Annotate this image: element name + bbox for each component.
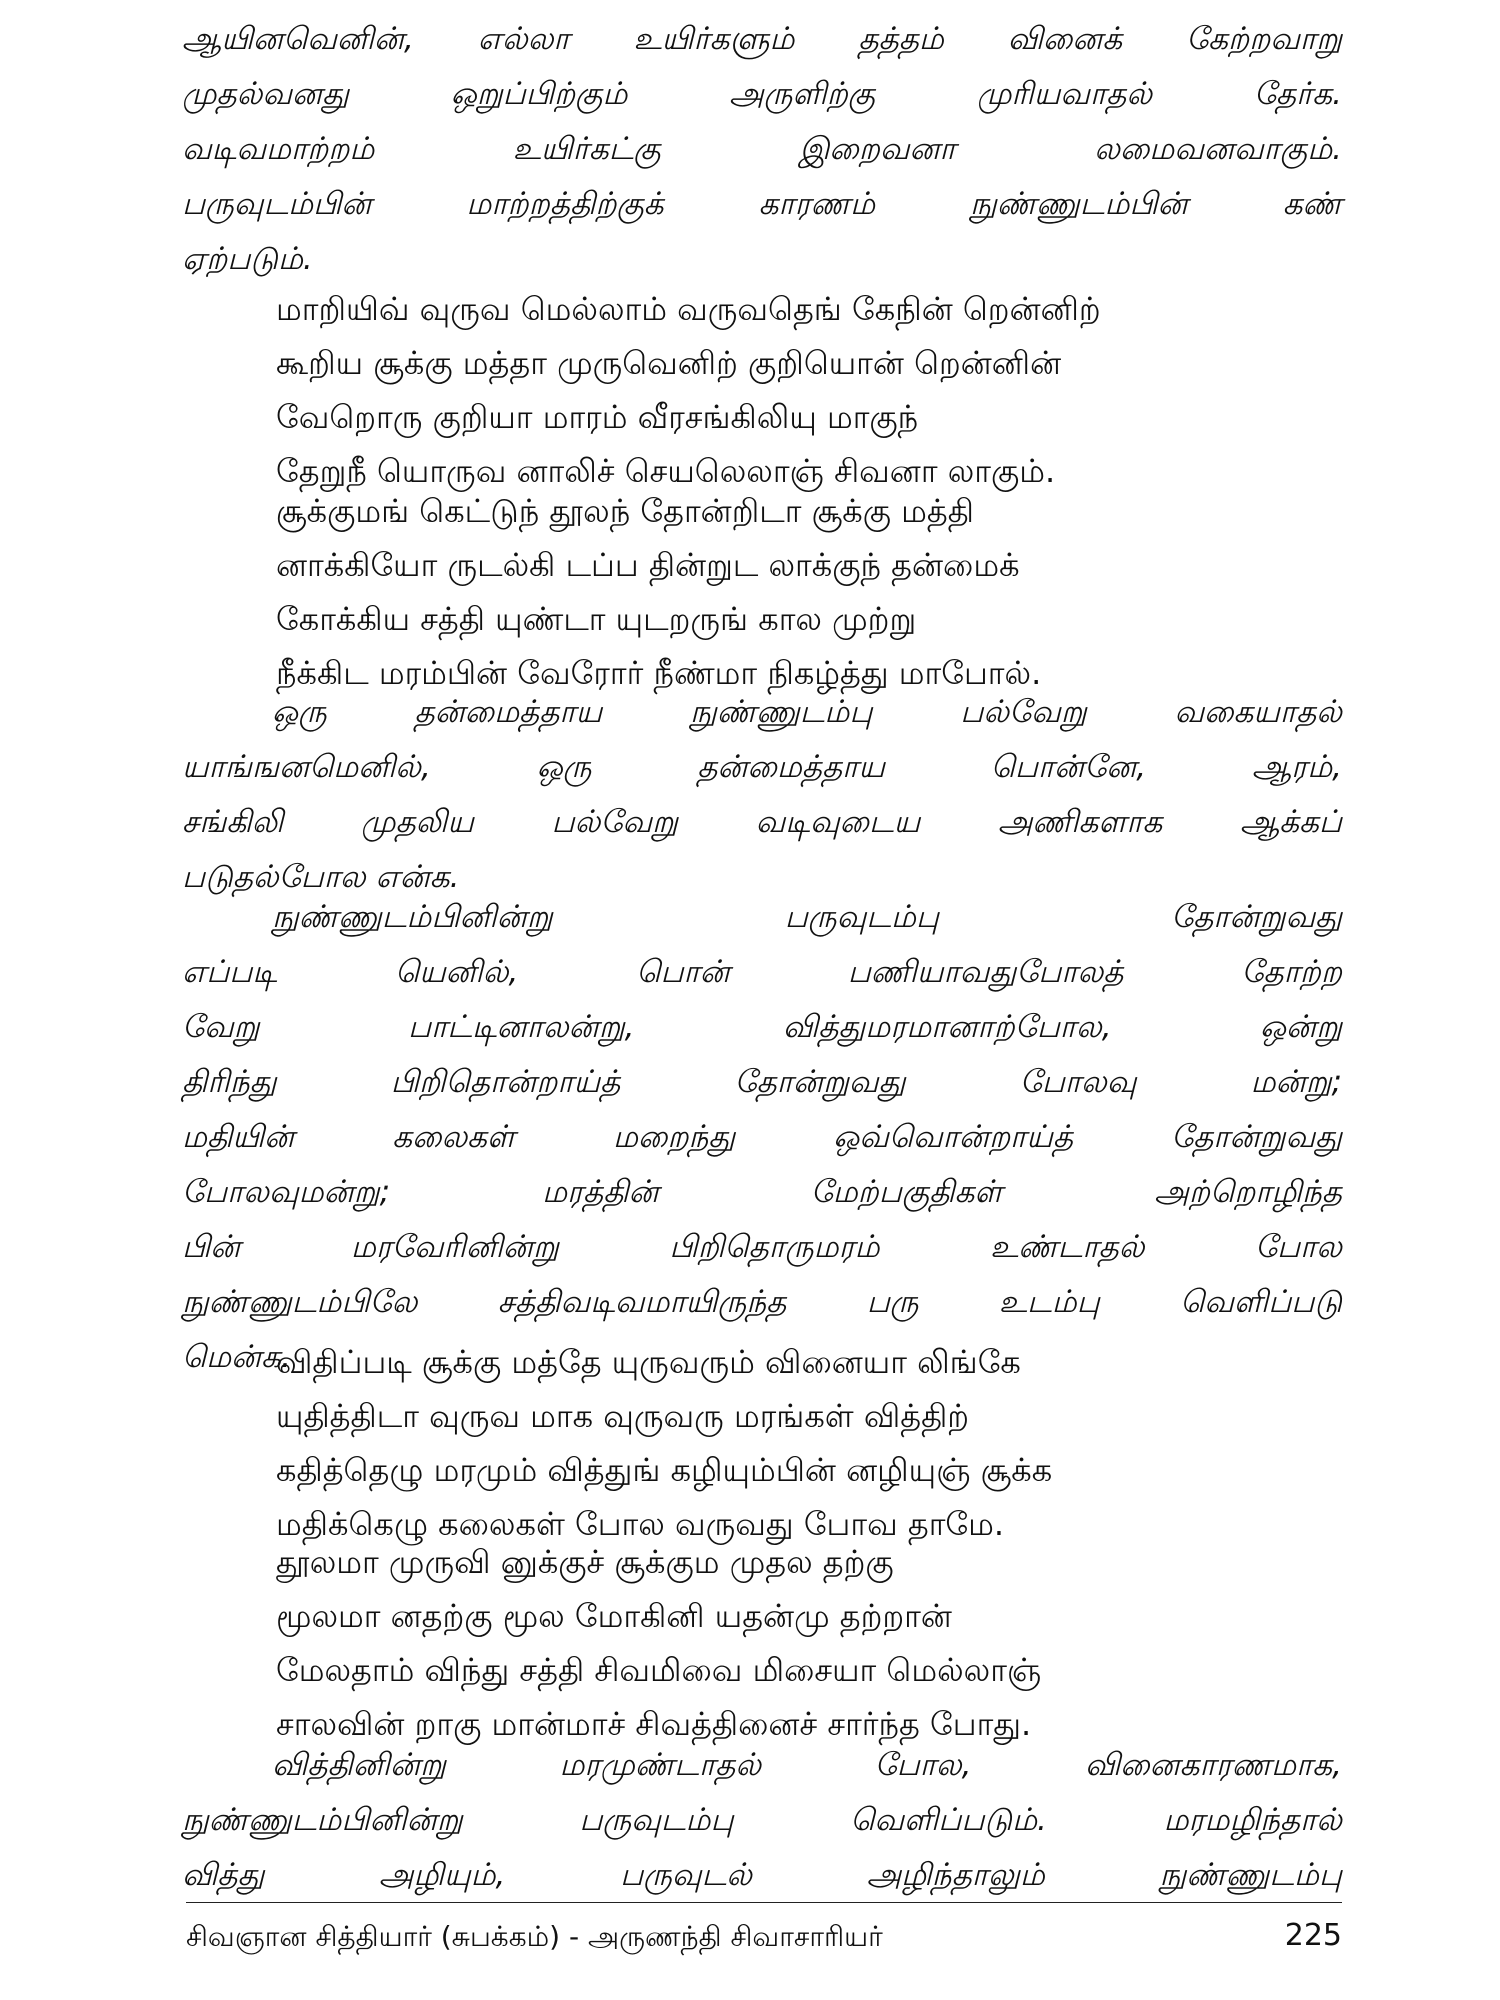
verse-line: வேறொரு குறியா மாரம் வீரசங்கிலியு மாகுந்	[276, 398, 919, 436]
text-line: நுண்ணுடம்பிலே சத்திவடிவமாயிருந்த பரு உடம்பு வெளிப்படு	[182, 1284, 1342, 1320]
text-line: மென்க.	[182, 1339, 291, 1375]
running-footer-title: சிவஞான சித்தியார் (சுபக்கம்) - அருணந்தி சிவாசாரியர்	[186, 1920, 883, 1953]
text-line: மதியின் கலைகள் மறைந்து ஒவ்வொன்றாய்த் தோன்றுவது	[182, 1119, 1342, 1155]
verse-line: தேறுநீ யொருவ னாலிச் செயலெலாஞ் சிவனா லாகும்.	[276, 452, 1056, 490]
verse-line: கதித்தெழு மரமும் வித்துங் கழியும்பின் னழியுஞ் சூக்க	[276, 1451, 1053, 1489]
paragraph-2	[182, 685, 1342, 905]
text-line: முதல்வனது ஒறுப்பிற்கும் அருளிற்கு முரியவாதல் தேர்க.	[182, 76, 1342, 112]
text-line: படுதல்போல என்க.	[182, 859, 460, 895]
text-line: எப்படி யெனில், பொன் பணியாவதுபோலத் தோற்ற	[182, 954, 1342, 990]
paragraph-1	[182, 12, 1342, 287]
verse-line: மாறியிவ் வுருவ மெல்லாம் வருவதெங் கேநின் றென்னிற்	[276, 290, 1101, 328]
text-line: வித்து அழியும், பருவுடல் அழிந்தாலும் நுண்ணுடம்பு	[182, 1857, 1342, 1893]
text-line: வடிவமாற்றம் உயிர்கட்கு இறைவனா லமைவனவாகும்.	[182, 131, 1342, 167]
text-line: ஒரு தன்மைத்தாய நுண்ணுடம்பு பல்வேறு வகையாதல்	[272, 694, 1342, 730]
verse-line: விதிப்படி சூக்கு மத்தே யுருவரும் வினையா லிங்கே	[276, 1343, 1021, 1381]
text-line: ஆயினவெனின், எல்லா உயிர்களும் தத்தம் வினைக் கேற்றவாறு	[182, 21, 1342, 57]
verse-line: நீக்கிட மரம்பின் வேரோர் நீண்மா நிகழ்த்து மாபோல்.	[276, 654, 1042, 692]
text-line: ஏற்படும்.	[182, 241, 313, 277]
verse-line: னாக்கியோ ருடல்கி டப்ப தின்றுட லாக்குந் தன்மைக்	[276, 546, 1020, 584]
verse-line: மூலமா னதற்கு மூல மோகினி யதன்மு தற்றான்	[276, 1597, 952, 1635]
page-number: 225	[1284, 1918, 1342, 1953]
footer-divider	[186, 1902, 1342, 1903]
verse-3	[276, 1335, 1276, 1551]
text-line: வித்தினின்று மரமுண்டாதல் போல, வினைகாரணமாக,	[272, 1747, 1342, 1783]
text-line: சங்கிலி முதலிய பல்வேறு வடிவுடைய அணிகளாக ஆக்கப்	[182, 804, 1342, 840]
text-line: பின் மரவேரினின்று பிறிதொருமரம் உண்டாதல் போல	[182, 1229, 1342, 1265]
text-line: திரிந்து பிறிதொன்றாய்த் தோன்றுவது போலவு மன்று;	[182, 1064, 1342, 1100]
paragraph-4	[182, 1738, 1342, 1903]
verse-line: சூக்குமங் கெட்டுந் தூலந் தோன்றிடா சூக்கு மத்தி	[276, 492, 974, 530]
text-line: யாங்ஙனமெனில், ஒரு தன்மைத்தாய பொன்னே, ஆரம்,	[182, 749, 1342, 785]
verse-line: மேலதாம் விந்து சத்தி சிவமிவை மிசையா மெல்லாஞ்	[276, 1651, 1042, 1689]
text-line: நுண்ணுடம்பினின்று பருவுடம்பு வெளிப்படும். மரமழிந்தால்	[182, 1802, 1342, 1838]
text-line: பருவுடம்பின் மாற்றத்திற்குக் காரணம் நுண்ணுடம்பின் கண்	[182, 186, 1342, 222]
paragraph-3	[182, 890, 1342, 1385]
verse-1	[276, 282, 1276, 498]
text-line: போலவுமன்று; மரத்தின் மேற்பகுதிகள் அற்றொழிந்த	[182, 1174, 1342, 1210]
verse-line: சாலவின் றாகு மான்மாச் சிவத்தினைச் சார்ந்த போது.	[276, 1705, 1032, 1743]
verse-2	[276, 484, 1276, 700]
verse-line: தூலமா முருவி னுக்குச் சூக்கும முதல தற்கு	[276, 1543, 894, 1581]
verse-4	[276, 1535, 1276, 1751]
text-line: வேறு பாட்டினாலன்று, வித்துமரமானாற்போல, ஒன்று	[182, 1009, 1342, 1045]
verse-line: மதிக்கெழு கலைகள் போல வருவது போவ தாமே.	[276, 1505, 1005, 1543]
verse-line: கோக்கிய சத்தி யுண்டா யுடறருங் கால முற்று	[276, 600, 917, 638]
verse-line: கூறிய சூக்கு மத்தா முருவெனிற் குறியொன் றென்னின்	[276, 344, 1062, 382]
verse-line: யுதித்திடா வுருவ மாக வுருவரு மரங்கள் வித்திற்	[276, 1397, 970, 1435]
text-line: நுண்ணுடம்பினின்று பருவுடம்பு தோன்றுவது	[272, 899, 1342, 935]
